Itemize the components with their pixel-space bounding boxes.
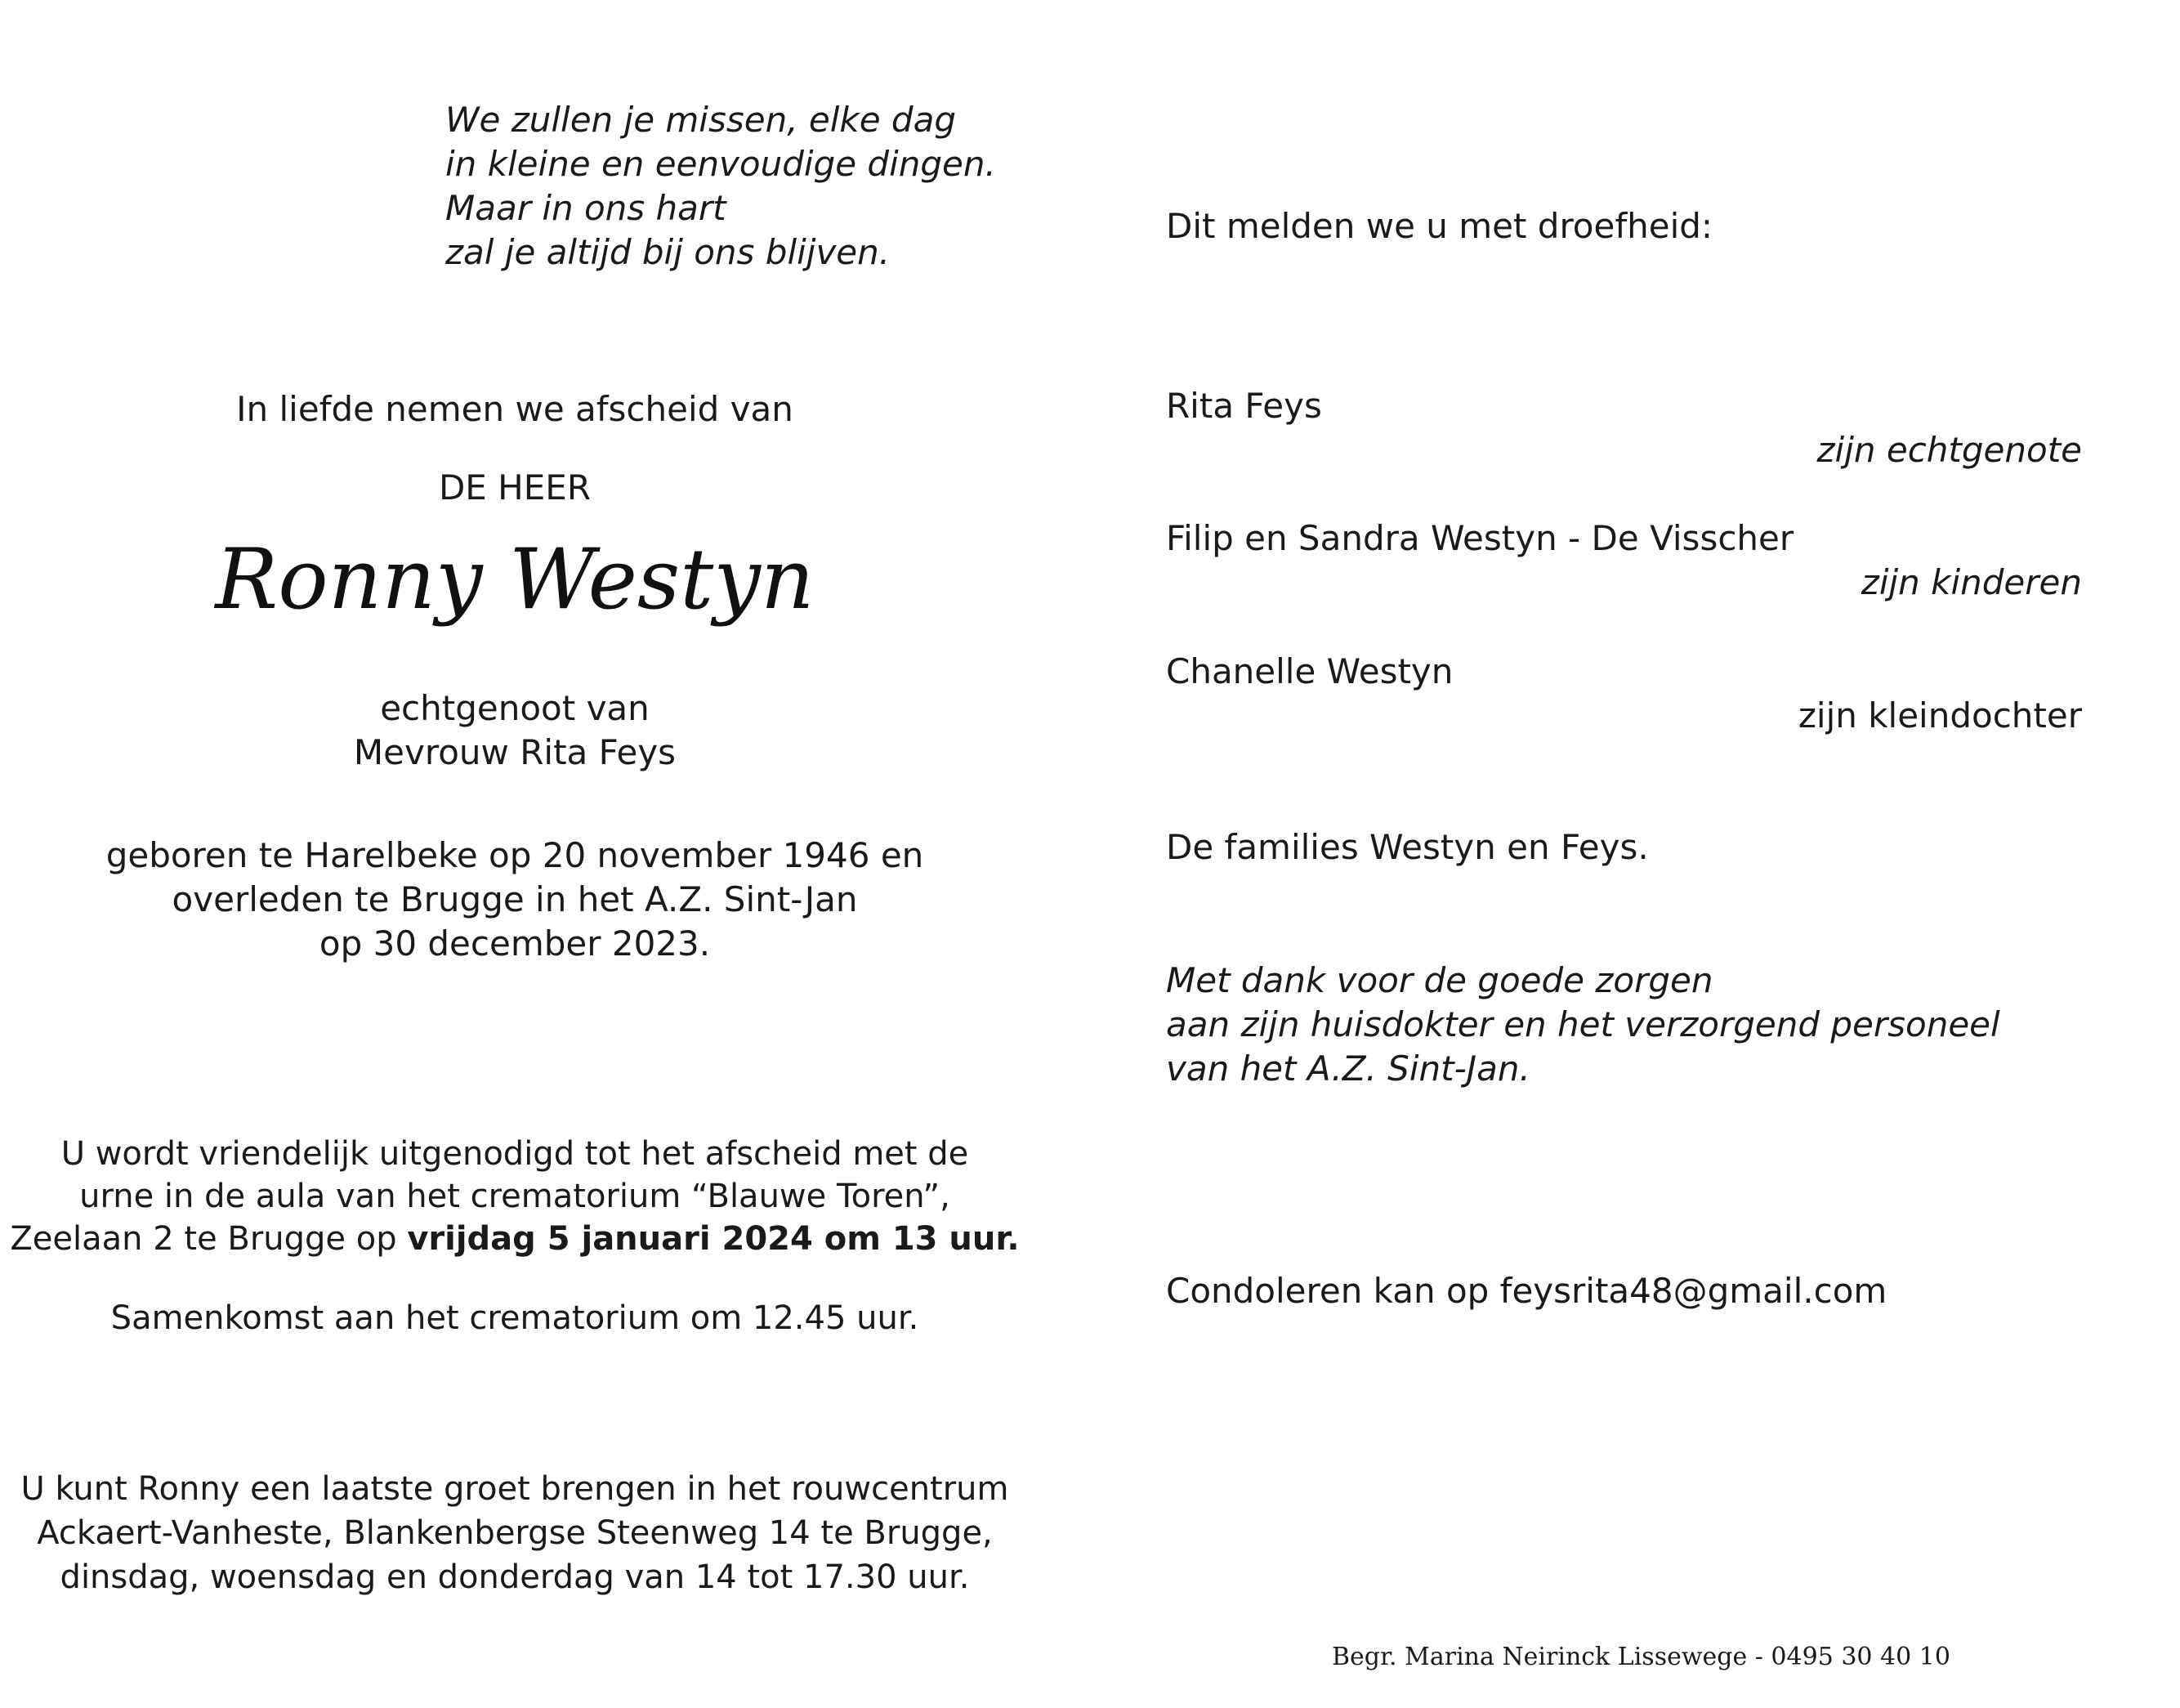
intro-text: In liefde nemen we afscheid van: [236, 389, 793, 429]
families-text: De families Westyn en Feys.: [1166, 827, 1649, 867]
honorific: DE HEER: [438, 467, 592, 507]
thanks-line: aan zijn huisdokter en het verzorgend personeel: [1166, 1004, 2000, 1044]
visitation-line: U kunt Ronny een laatste groet brengen in het rouwcentrum: [20, 1470, 1009, 1508]
birth-line: geboren te Harelbeke op 20 november 1946 en: [105, 835, 924, 875]
poem: [445, 98, 996, 275]
poem-line: zal je altijd bij ons blijven.: [445, 232, 891, 272]
poem-line: in kleine en eenvoudige dingen.: [445, 144, 996, 184]
death-line: overleden te Brugge in het A.Z. Sint-Jan: [172, 879, 858, 919]
birth-death-info: [0, 834, 1030, 966]
thanks-line: van het A.Z. Sint-Jan.: [1166, 1048, 1530, 1089]
thanks-line: Met dank voor de goede zorgen: [1166, 960, 1713, 1000]
visitation-info: [0, 1467, 1030, 1599]
poem-line: Maar in ons hart: [445, 188, 726, 228]
undertaker-footer: Begr. Marina Neirinck Lissewege - 0495 30 40 10: [1332, 1643, 1950, 1671]
relative-name: Chanelle Westyn: [1166, 651, 1454, 691]
visitation-line: dinsdag, woensdag en donderdag van 14 tot 17.30 uur.: [60, 1558, 970, 1596]
relative-role: zijn kleindochter: [1798, 695, 2082, 736]
visitation-line: Ackaert-Vanheste, Blankenbergse Steenweg 14 te Brugge,: [37, 1514, 993, 1552]
invitation-line: U wordt vriendelijk uitgenodigd tot het afscheid met de: [60, 1135, 969, 1173]
relative-name: Rita Feys: [1166, 386, 1322, 426]
thanks-text: [1166, 959, 2000, 1091]
invitation-datetime: vrijdag 5 januari 2024 om 13 uur.: [407, 1220, 1020, 1258]
announcement: Dit melden we u met droefheid:: [1166, 206, 1713, 246]
spouse-info: [0, 686, 1030, 775]
spouse-line: echtgenoot van: [380, 688, 650, 728]
invitation-line: [0, 1218, 1030, 1260]
invitation: [0, 1133, 1030, 1260]
relative-role: zijn echtgenote: [1816, 430, 2082, 470]
relative-role: zijn kinderen: [1861, 562, 2082, 602]
death-date-line: op 30 december 2023.: [319, 923, 711, 964]
relative-name: Filip en Sandra Westyn - De Visscher: [1166, 518, 1794, 558]
deceased-name: Ronny Westyn: [215, 531, 815, 628]
invitation-address: Zeelaan 2 te Brugge op: [10, 1220, 408, 1258]
poem-line: We zullen je missen, elke dag: [445, 100, 956, 140]
invitation-line: urne in de aula van het crematorium “Blauwe Toren”,: [79, 1178, 950, 1215]
spouse-name: Mevrouw Rita Feys: [353, 732, 677, 772]
gathering-info: Samenkomst aan het crematorium om 12.45 uur.: [110, 1299, 919, 1337]
condolence-info: Condoleren kan op feysrita48@gmail.com: [1166, 1271, 1887, 1311]
